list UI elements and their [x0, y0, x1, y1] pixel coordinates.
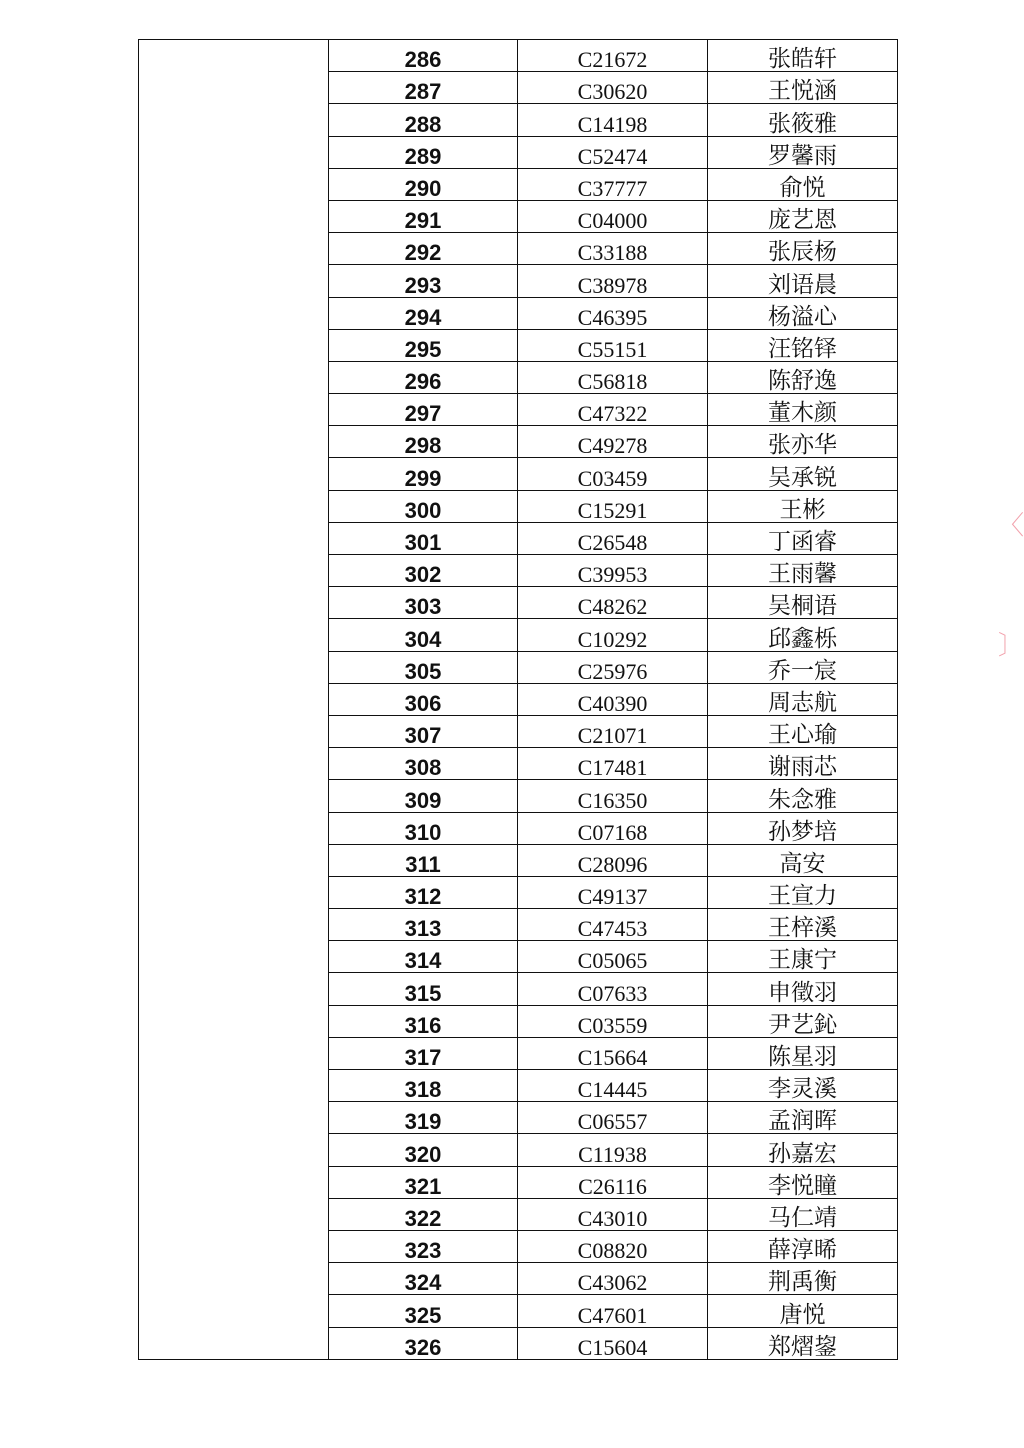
candidate-name-cell: 汪铭铎: [708, 329, 898, 361]
candidate-code-cell: C47322: [518, 394, 708, 426]
candidate-name-cell: 薛淳晞: [708, 1230, 898, 1262]
candidate-code-cell: C15291: [518, 490, 708, 522]
candidate-name-cell: 杨溢心: [708, 297, 898, 329]
candidate-code-cell: C07633: [518, 973, 708, 1005]
candidate-code-cell: C48262: [518, 587, 708, 619]
candidate-code-cell: C52474: [518, 136, 708, 168]
row-number-cell: 302: [329, 555, 518, 587]
candidate-name-cell: 王宣力: [708, 876, 898, 908]
row-number-cell: 323: [329, 1230, 518, 1262]
candidate-code-cell: C40390: [518, 683, 708, 715]
row-number-cell: 287: [329, 72, 518, 104]
candidate-code-cell: C21071: [518, 715, 708, 747]
row-number-cell: 289: [329, 136, 518, 168]
candidate-name-cell: 孙嘉宏: [708, 1134, 898, 1166]
candidate-code-cell: C26116: [518, 1166, 708, 1198]
roster-table-body: [139, 40, 898, 1360]
candidate-code-cell: C55151: [518, 329, 708, 361]
candidate-code-cell: C08820: [518, 1230, 708, 1262]
candidate-name-cell: 张皓轩: [708, 40, 898, 72]
candidate-code-cell: C38978: [518, 265, 708, 297]
roster-table: [138, 39, 898, 1360]
row-number-cell: 303: [329, 587, 518, 619]
candidate-name-cell: 孙梦培: [708, 812, 898, 844]
candidate-code-cell: C30620: [518, 72, 708, 104]
row-number-cell: 313: [329, 909, 518, 941]
candidate-name-cell: 丁函睿: [708, 522, 898, 554]
row-number-cell: 316: [329, 1005, 518, 1037]
row-number-cell: 293: [329, 265, 518, 297]
row-number-cell: 304: [329, 619, 518, 651]
candidate-code-cell: C11938: [518, 1134, 708, 1166]
row-number-cell: 310: [329, 812, 518, 844]
row-number-cell: 315: [329, 973, 518, 1005]
candidate-code-cell: C17481: [518, 748, 708, 780]
row-number-cell: 294: [329, 297, 518, 329]
candidate-name-cell: 郑熠鋆: [708, 1327, 898, 1359]
candidate-code-cell: C16350: [518, 780, 708, 812]
candidate-name-cell: 高安: [708, 844, 898, 876]
row-number-cell: 288: [329, 104, 518, 136]
candidate-code-cell: C21672: [518, 40, 708, 72]
row-number-cell: 308: [329, 748, 518, 780]
row-number-cell: 298: [329, 426, 518, 458]
candidate-name-cell: 陈星羽: [708, 1037, 898, 1069]
row-number-cell: 301: [329, 522, 518, 554]
candidate-name-cell: 王梓溪: [708, 909, 898, 941]
candidate-name-cell: 谢雨芯: [708, 748, 898, 780]
candidate-code-cell: C43062: [518, 1263, 708, 1295]
candidate-name-cell: 张辰杨: [708, 233, 898, 265]
candidate-code-cell: C03559: [518, 1005, 708, 1037]
candidate-name-cell: 尹艺鈊: [708, 1005, 898, 1037]
candidate-name-cell: 乔一宸: [708, 651, 898, 683]
candidate-name-cell: 唐悦: [708, 1295, 898, 1327]
candidate-code-cell: C06557: [518, 1102, 708, 1134]
row-number-cell: 307: [329, 715, 518, 747]
row-number-cell: 324: [329, 1263, 518, 1295]
row-number-cell: 297: [329, 394, 518, 426]
candidate-name-cell: 吴承锐: [708, 458, 898, 490]
candidate-code-cell: C56818: [518, 361, 708, 393]
candidate-code-cell: C25976: [518, 651, 708, 683]
row-number-cell: 317: [329, 1037, 518, 1069]
red-stamp-fragment: 〈: [998, 511, 1024, 541]
candidate-name-cell: 李灵溪: [708, 1070, 898, 1102]
row-number-cell: 314: [329, 941, 518, 973]
candidate-code-cell: C47601: [518, 1295, 708, 1327]
row-number-cell: 291: [329, 200, 518, 232]
table-row: [139, 40, 898, 72]
candidate-code-cell: C26548: [518, 522, 708, 554]
candidate-code-cell: C15664: [518, 1037, 708, 1069]
candidate-name-cell: 董木颜: [708, 394, 898, 426]
candidate-name-cell: 吴桐语: [708, 587, 898, 619]
row-number-cell: 296: [329, 361, 518, 393]
candidate-name-cell: 李悦瞳: [708, 1166, 898, 1198]
candidate-name-cell: 庞艺恩: [708, 200, 898, 232]
candidate-code-cell: C28096: [518, 844, 708, 876]
candidate-name-cell: 荆禹衡: [708, 1263, 898, 1295]
candidate-code-cell: C14198: [518, 104, 708, 136]
candidate-name-cell: 马仁靖: [708, 1198, 898, 1230]
row-number-cell: 306: [329, 683, 518, 715]
row-number-cell: 299: [329, 458, 518, 490]
row-number-cell: 319: [329, 1102, 518, 1134]
candidate-code-cell: C49278: [518, 426, 708, 458]
row-number-cell: 325: [329, 1295, 518, 1327]
candidate-name-cell: 俞悦: [708, 168, 898, 200]
row-number-cell: 318: [329, 1070, 518, 1102]
row-number-cell: 326: [329, 1327, 518, 1359]
candidate-code-cell: C15604: [518, 1327, 708, 1359]
candidate-code-cell: C03459: [518, 458, 708, 490]
row-number-cell: 321: [329, 1166, 518, 1198]
candidate-name-cell: 王悦涵: [708, 72, 898, 104]
candidate-code-cell: C47453: [518, 909, 708, 941]
candidate-code-cell: C43010: [518, 1198, 708, 1230]
candidate-name-cell: 陈舒逸: [708, 361, 898, 393]
row-number-cell: 309: [329, 780, 518, 812]
candidate-name-cell: 王雨馨: [708, 555, 898, 587]
candidate-name-cell: 王心瑜: [708, 715, 898, 747]
candidate-name-cell: 申徵羽: [708, 973, 898, 1005]
row-number-cell: 320: [329, 1134, 518, 1166]
candidate-name-cell: 王康宁: [708, 941, 898, 973]
row-number-cell: 305: [329, 651, 518, 683]
row-number-cell: 312: [329, 876, 518, 908]
candidate-code-cell: C05065: [518, 941, 708, 973]
candidate-name-cell: 王彬: [708, 490, 898, 522]
candidate-name-cell: 周志航: [708, 683, 898, 715]
candidate-name-cell: 张亦华: [708, 426, 898, 458]
candidate-code-cell: C49137: [518, 876, 708, 908]
red-stamp-fragment: 〕: [998, 631, 1024, 661]
candidate-name-cell: 罗馨雨: [708, 136, 898, 168]
row-number-cell: 311: [329, 844, 518, 876]
candidate-code-cell: C04000: [518, 200, 708, 232]
row-number-cell: 295: [329, 329, 518, 361]
group-cell: [139, 40, 329, 1360]
candidate-code-cell: C46395: [518, 297, 708, 329]
candidate-code-cell: C10292: [518, 619, 708, 651]
candidate-code-cell: C14445: [518, 1070, 708, 1102]
candidate-code-cell: C07168: [518, 812, 708, 844]
candidate-code-cell: C39953: [518, 555, 708, 587]
candidate-name-cell: 邱鑫栎: [708, 619, 898, 651]
candidate-code-cell: C33188: [518, 233, 708, 265]
candidate-code-cell: C37777: [518, 168, 708, 200]
row-number-cell: 322: [329, 1198, 518, 1230]
candidate-name-cell: 孟润晖: [708, 1102, 898, 1134]
row-number-cell: 290: [329, 168, 518, 200]
candidate-name-cell: 张筱雅: [708, 104, 898, 136]
candidate-name-cell: 朱念雅: [708, 780, 898, 812]
row-number-cell: 286: [329, 40, 518, 72]
row-number-cell: 300: [329, 490, 518, 522]
candidate-name-cell: 刘语晨: [708, 265, 898, 297]
row-number-cell: 292: [329, 233, 518, 265]
